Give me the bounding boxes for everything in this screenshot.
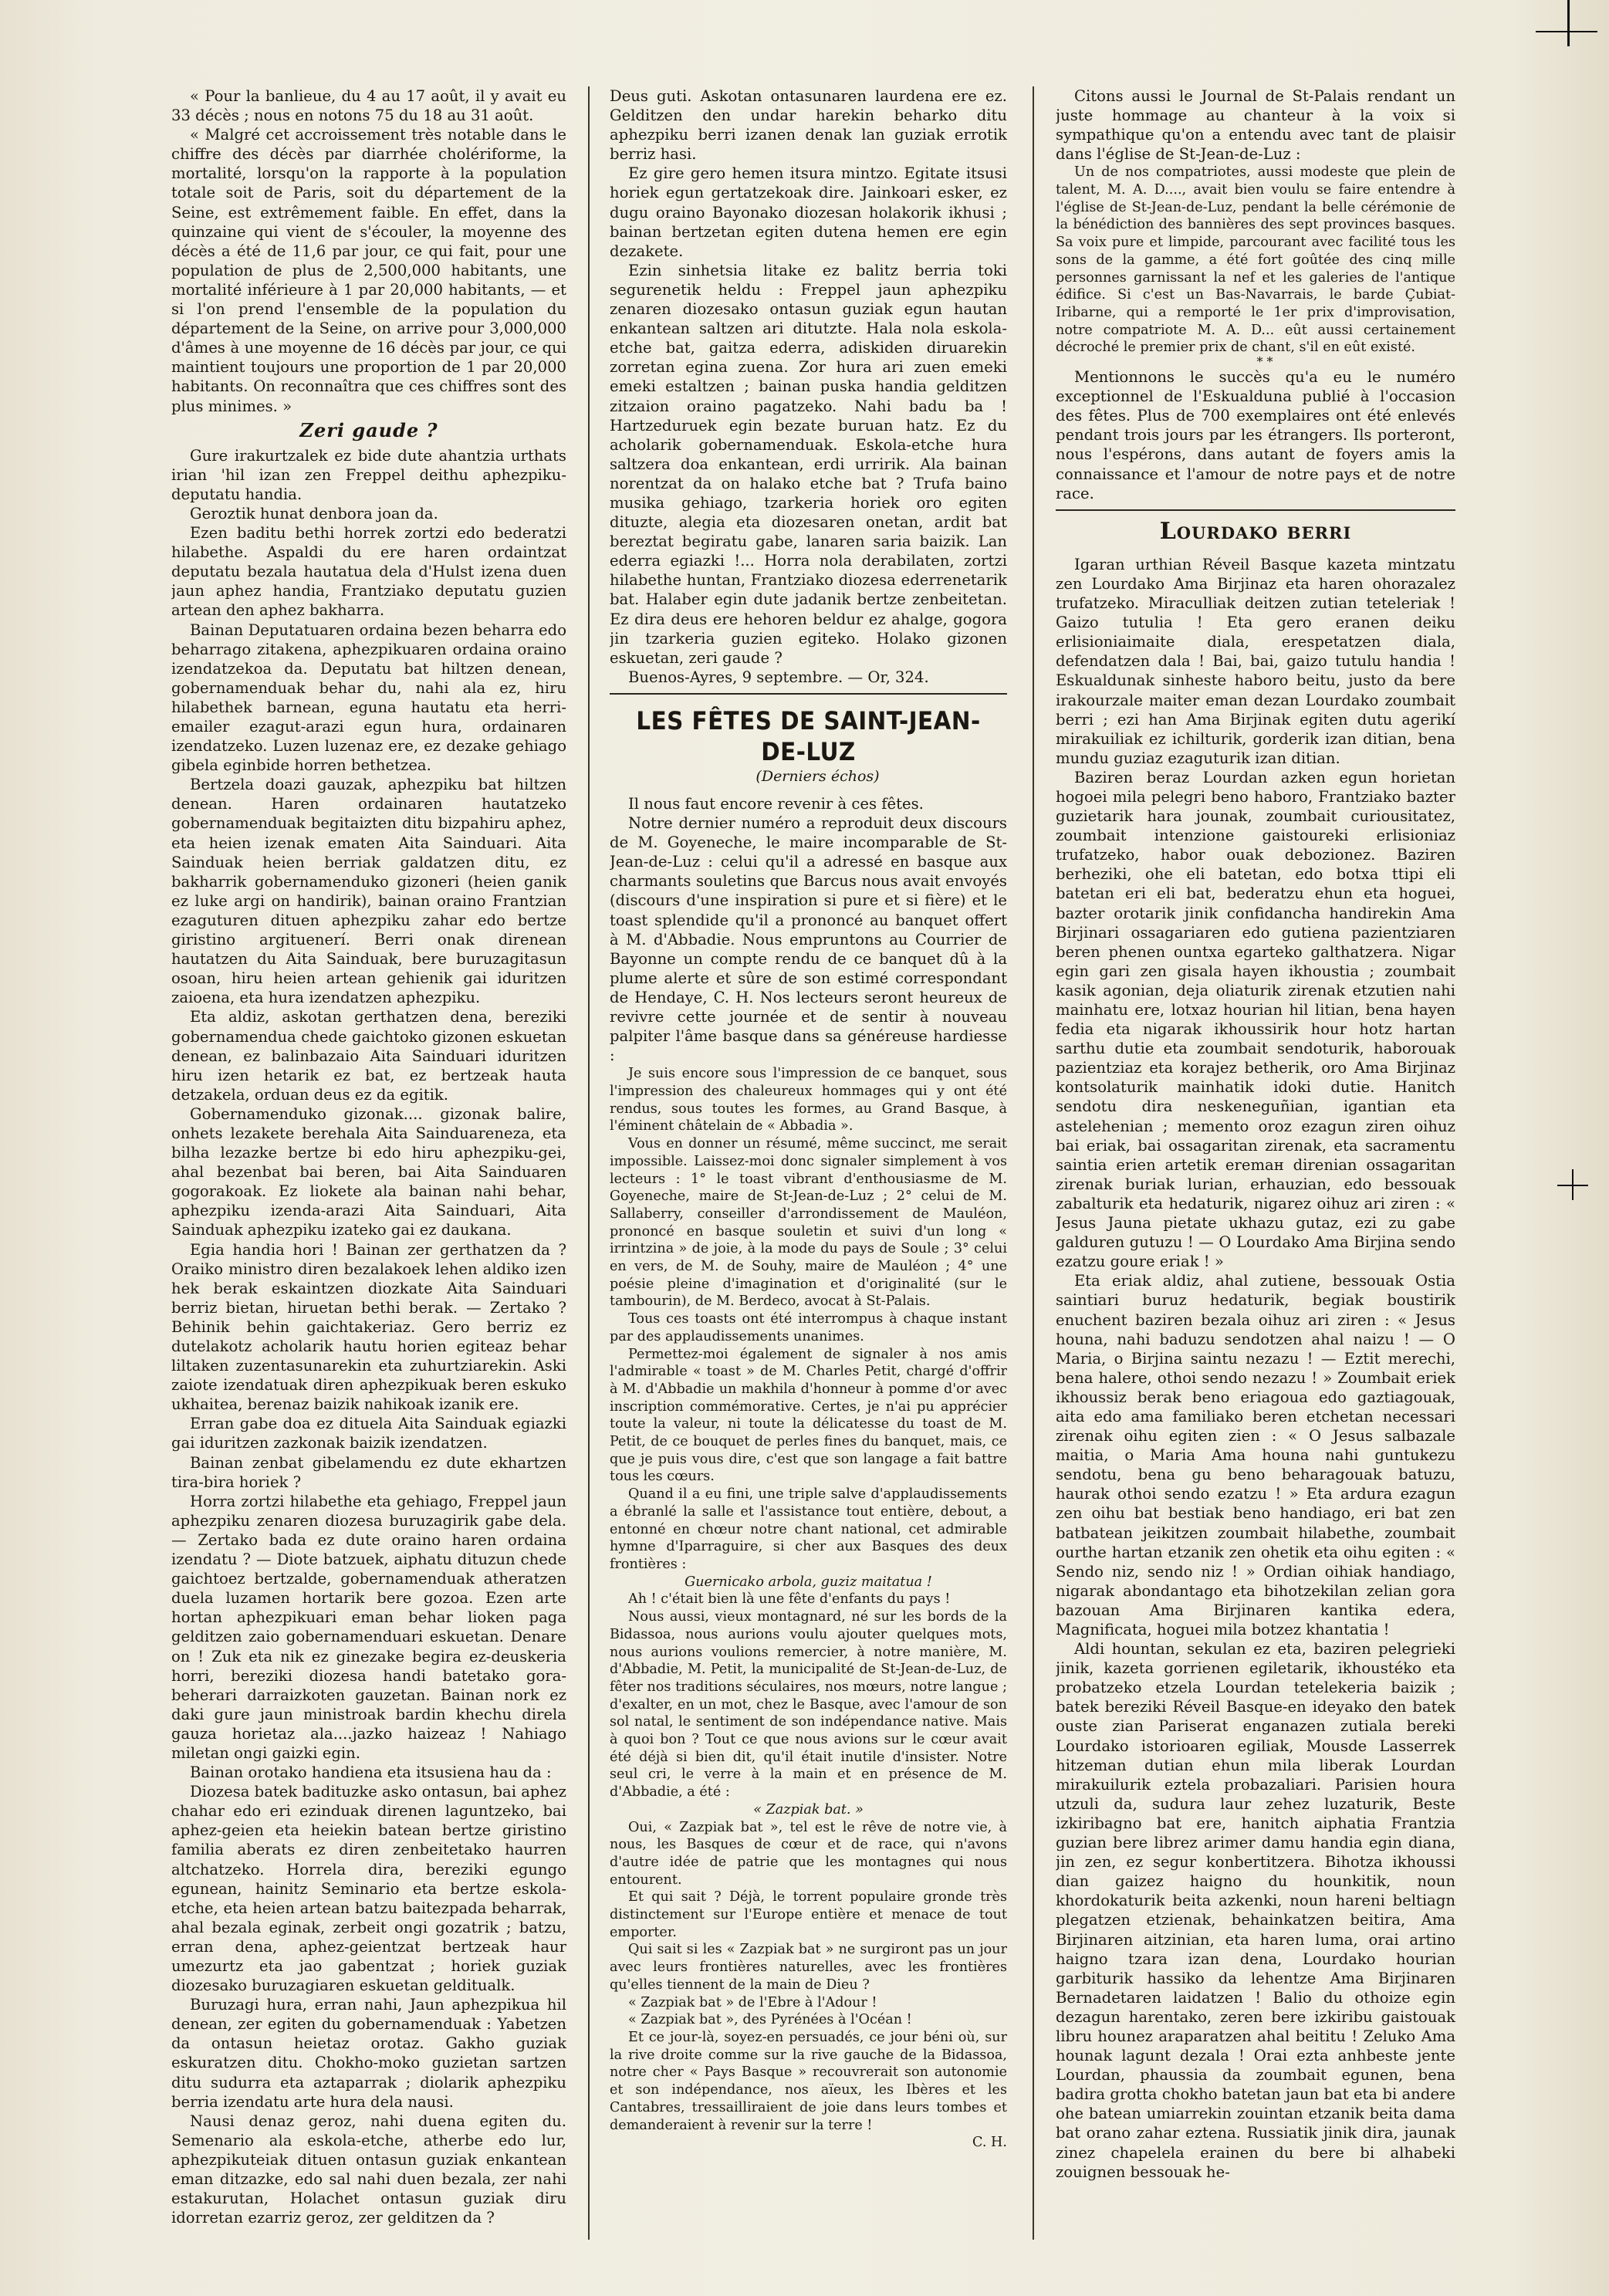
paragraph: Nous aussi, vieux montagnard, né sur les bords de la Bidassoa, nous aurions voulu ajouter quelques mots, nous aurions voulions remercier, à notre manière, M. d'Abbadie, M. Petit, la municipalité de St-Jean-de-Luz, de fêter nos traditions séculaires, nos mœurs, notre langue ; d'exalter, en un mot, chez le Basque, avec l'amour de son sol natal, le sentiment de son indépendance native. Mais à quoi bon ? Tout ce que nous avions sur le cœur avait été déjà si bien dit, qu'il était inutile d'insister. Notre seul cri, le verre à la main et en présence de M. d'Abbadie, a été : xyxy=(610,1609,1007,1801)
paragraph: Bainan orotako handiena eta itsusiena hau da : xyxy=(190,1763,552,1782)
paragraph: Ah ! c'était bien là une fête d'enfants du pays ! xyxy=(628,1591,951,1608)
paragraph: Horra zortzi hilabethe eta gehiago, Freppel jaun aphezpiku zenaren diozesa buruzagirik gabe dela. — Zertako bada ez dute oraino haren ordaina izendatu ? — Diote batzuek, aiphatu dituzun chede gaichtoez bertzalde, gobernamenduak atheratzen duela luzamen hortarik bere gozoa. Ezen arte hortan aphezpikuari eman behar lioken paga gelditzen zaio gobernamenduari eskuetan. Denare on ! Zuk eta nik ez ginezake begira ez-deuskeria horri, bereziki diozesa handi batetako gora-beherari darraizkoten gauzetan. Bainan nork ez daki gure jaun ministroak bardin khechu direla gauza horietaz ala....jazko haizeaz ! Nahiago miletan ongi gaizki egin. xyxy=(171,1492,566,1762)
paragraph: Erran gabe doa ez dituela Aita Sainduak egiazki gai iduritzen zazkonak baizik izendatzen. xyxy=(171,1415,566,1452)
paragraph: « Zazpiak bat », des Pyrénées à l'Océan ! xyxy=(628,2012,912,2028)
paragraph: Bainan zenbat gibelamendu ez dute ekhartzen tira-bira horiek ? xyxy=(171,1453,566,1491)
paragraph: Il nous faut encore revenir à ces fêtes. xyxy=(628,795,924,813)
quoted-note xyxy=(1056,164,1455,357)
divider xyxy=(610,693,1007,695)
paragraph: Bainan Deputatuaren ordaina bezen beharra edo beharrago zitakena, aphezpikuaren ordaina oraino izendatzekoa da. Deputatu bat hiltzen denean, gobernamenduak behar du, nahi ala ez, hiru hilabethek barnean, eguna hautatu eta herri-emailer ezagut-arazi egun hura, ordainaren izendatzeko. Luzen luzenaz ere, ez dezake gehiago gibela eginbide horren bethetzea. xyxy=(171,620,566,775)
paragraph: Qui sait si les « Zazpiak bat » ne surgiront pas un jour avec leurs frontières naturelles, avec les frontières qu'elles tiennent de la main de Dieu ? xyxy=(610,1942,1007,1993)
paragraph: Un de nos compatriotes, aussi modeste que plein de talent, M. A. D...., avait bien voulu se faire entendre à l'église de St-Jean-de-Luz, pendant la belle cérémonie de la bénédiction des bannières des sept provinces basques. Sa voix pure et limpide, parcourant avec facilité tous les sons de la gamme, a été fort goûtée des cinq mille personnes garnissant la nef et les galeries de l'antique édifice. Si c'est un Bas-Navarrais, le barde Çubiat-Iribarne, qui a remporté le 1er prix d'improvisation, notre compatriote M. A. D... eût aussi certainement décroché le premier prix de chant, s'il en eût existé. xyxy=(1056,164,1455,356)
paragraph: Geroztik hunat denbora joan da. xyxy=(190,504,438,522)
paragraph: Ez gire gero hemen itsura mintzo. Egitate itsusi horiek egun gertatzekoak dire. Jainkoari esker, ez dugu oraino Bayonako diozesan holakorik ikhusi ; bainan bertzetan egiten dutena hemen ere egin dezakete. xyxy=(610,164,1007,260)
column-2 xyxy=(610,86,1007,2278)
paragraph: Et qui sait ? Déjà, le torrent populaire gronde très distinctement sur l'Europe entière et menace de tout emporter. xyxy=(610,1889,1007,1940)
paragraph: Vous en donner un résumé, même succinct, me serait impossible. Laissez-moi donc signaler simplement à vos lecteurs : 1° le toast vibrant d'enthousiasme de M. Goyeneche, maire de St-Jean-de-Luz ; 2° celui de M. Sallaberry, conseiller d'arrondissement de Mauléon, prononcé en basque souletin et suivi d'un long « irrintzina » de joie, à la mode du pays de Soule ; 3° celui en vers, de M. de Souhy, maire de Mauléon ; 4° une poésie pleine d'imagination et d'originalité (sur le tambourin), de M. Berdeco, avocat à St-Palais. xyxy=(610,1136,1007,1310)
paragraph: Notre dernier numéro a reproduit deux discours de M. Goyeneche, le maire incomparable de St-Jean-de-Luz : celui qu'il a adressé en basque aux charmants souletins que Barcus nous avait envoyés (discours d'une inspiration si pure et si fière) et le toast splendide qu'il a prononcé au banquet offert à M. d'Abbadie. Nous empruntons au Courrier de Bayonne un compte rendu de ce banquet dû à la plume alerte et sûre de son estimé correspondant de Hendaye, C. H. Nos lecteurs seront heureux de revivre cette journée et de sentir à nouveau palpiter l'âme basque dans sa généreuse hardiesse : xyxy=(610,814,1007,1065)
divider xyxy=(1056,509,1455,511)
dateline: Buenos-Ayres, 9 septembre. — Or, 324. xyxy=(628,668,929,686)
song-line: Guernicako arbola, guziz maitatua ! xyxy=(685,1574,932,1590)
paragraph: Aldi hountan, sekulan ez eta, baziren pelegrieki jinik, kazeta gorrienen egiletarik, ikhoustéko eta probatzeko etzela Lourdan tetelekeria baizik ; batek bereziki Réveil Basque-en ideyako den batek ouste zian Pariserat enganazen zutiala bereki Lourdako istorioaren egiliak, Mousde Lasserrek hitzeman dutian ehun mila liberak Lourdan mirakuilurik eztela probazaliari. Parisien houra utzuli da, sudura laur zehez luzaturik, Beste izkiribagno bat ere, hanitch aiphatia Frantzia guzian bere librez arimer damu handia egin diana, jin zen, ez segur konbertitzera. Bihotza ikhoussi dian gaizez haigno du hounkitik, noun khordokaturik beita azkenki, noun hareni beltiagn plegatzen etzienak, behainkatzen beitira, Ama Birjinaren aitzinian, eta haren luma, orai artino haigno tzara izan dena, Lourdako hourian garbiturik hassiko da lehentze Ama Birjinaren Bernadetaren laidatzen ! Balio du othoize egin dezagun harentako, zeren bere izkiribu gaistouak libru hounez araparatzen ahal beititu ! Zeluko Ama hounak lagunt dezala ! Orai ezta anhbeste jente Lourdan, phaussia da zoumbait egunen, bena badira grotta chokho batetan jaun bat eta bi andere ohe batean umiarrekin zouintan etzanik beita dama bat orano zahar eztena. Russiatik jinik dira, jaunak zinez chapelela erainen du bere bi alhabeki zouignen bessouak he- xyxy=(1056,1640,1455,2181)
column-1 xyxy=(171,86,566,2278)
paragraph: Deus guti. Askotan ontasunaren laurdena ere ez. Gelditzen den undar harekin beharko ditu aphezpiku berri izanen denak lan guziak errotik berriz hasi. xyxy=(610,87,1007,164)
paragraph: Igaran urthian Réveil Basque kazeta mintzatu zen Lourdako Ama Birjinaz eta haren ohorazalez trufatzeko. Miraculliak deitzen zutian teteleriak ! Gaizo tutulia ! Eta gero eranen deiku erlisioniaimaite diala, erespetatzen diala, defendatzen dala ! Bai, bai, gaizo tutulu handia ! Eskualdunak sinheste haboro beitu, justo da bere irakourzale maiter eman dezan Lourdako zoumbait berri ; ezi han Ama Birjinak egiten dutu agerikí mirakuiliak ez ichilturik, gorderik izan ditian, bena mundu guziaz ezaguturik izan ditian. xyxy=(1056,555,1455,767)
paragraph: Nausi denaz geroz, nahi duena egiten du. Semenario ala eskola-etche, atherbe edo lur, aphezpikuteiak dituen ontasun guziak enkantean eman ditzazke, edo sal nahi duen bezala, zer nahi estakurutan, Holachet ontasun guziak diru idorretan ezarriz geroz, zer gelditzen da ? xyxy=(171,2112,566,2227)
paragraph: Ezen baditu bethi horrek zortzi edo bederatzi hilabethe. Aspaldi du ere haren ordaintzat deputatu bezala hautatua dela d'Hulst izena duen jaun aphez handia, Frantziako deputatu guzien artean den aphez bakharra. xyxy=(171,524,566,620)
paragraph: Bertzela doazi gauzak, aphezpiku bat hiltzen denean. Haren ordainaren hautatzeko gobernamenduak begitaizten ditu bizpahiru aphez, eta heien izenak ematen Aita Sainduari. Aita Sainduak heien berriak galdatzen ditu, ez bakharrik gobernamenduko gizoneri (heien ganik ez luke argi on handirik), bainan oraino Frantzian ezaguturen dituen aphezpiku zahar edo bertze giristino argituenerí. Berri onak direnean hautatzen du Aita Sainduak, bere buruzagitasun osoan, hiru heien artean gehienik gai iduritzen zaioena, eta hura izendatzen aphezpiku. xyxy=(171,776,566,1007)
motto-line: « Zazpiak bat. » xyxy=(753,1801,864,1818)
signature: C. H. xyxy=(972,2135,1007,2151)
paragraph: « Pour la banlieue, du 4 au 17 août, il y avait eu 33 décès ; nous en notons 75 du 18 au 31 août. xyxy=(171,87,566,125)
paragraph: Diozesa batek badituzke asko ontasun, bai aphez chahar edo eri ezinduak direnen laguntzeko, bai aphez-geien eta heiekin batean bertze giristino familia aberats ez diren zenbeitetako haurren altchatzeko. Horrela dira, bereziki egungo egunean, hainitz Seminario eta bertze eskola-etche, eta heien artean batzu baitezpada beharrak, ahal bezala eginak, zerbeit ongi gozatrik ; batzu, erran dena, aphez-geientzat bertzeak haur umezurtz eta jao gabentzat ; horiek guziak diozesako buruzagiaren eskuetan gelditualk. xyxy=(171,1783,566,1995)
paragraph: Eta aldiz, askotan gerthatzen dena, bereziki gobernamendua chede gaichtoko gizonen eskuetan denean, ez balinbazaio Aita Sainduari iduritzen hiru izen hetarik ez bat, ez bertzeak hauta detzakela, orduan deus ez da egitik. xyxy=(171,1008,566,1104)
column-rule-left xyxy=(588,86,590,2240)
paragraph: Et ce jour-là, soyez-en persuadés, ce jour béni où, sur la rive droite comme sur la rive gauche de la Bidassoa, notre cher « Pays Basque » recouvrerait son autonomie et son indépendance, nos aïeux, les Ibères et les Cantabres, tressailliraient de joie dans leurs tombes et demanderaient à revenir sur la terre ! xyxy=(610,2029,1007,2133)
column-3 xyxy=(1056,86,1455,2278)
article-subtitle: (Derniers échos) xyxy=(755,767,880,785)
paragraph: Gure irakurtzalek ez bide dute ahantzia urthats irian 'hil izan zen Freppel deithu aphezpiku-deputatu handia. xyxy=(171,446,566,503)
paragraph: Tous ces toasts ont été interrompus à chaque instant par des applaudissements unanimes. xyxy=(610,1311,1007,1344)
paragraph: « Malgré cet accroissement très notable dans le chiffre des décès par diarrhée cholériforme, la mortalité, lorsqu'on la rapporte à la population totale soit de Paris, soit du département de la Seine, est extrêmement faible. En effet, dans la quinzaine qui vient de s'écouler, la moyenne des décès a été de 11,6 par jour, ce qui fait, pour une population de plus de 2,500,000 habitants, une mortalité inférieure à 1 par 20,000 habitants, — et si l'on prend l'ensemble de la population du département de la Seine, on arrive pour 3,000,000 d'âmes à une moyenne de 16 décès par jour, ce qui maintient toujours une proportion de 1 par 20,000 habitants. On reconnaîtra que ces chiffres sont des plus minimes. » xyxy=(171,126,566,415)
quoted-report xyxy=(610,1065,1007,2152)
paragraph: « Zazpiak bat » de l'Ebre à l'Adour ! xyxy=(628,1994,877,2010)
section-heading-lourdako-berri: Lourdako berri xyxy=(1159,517,1352,545)
paragraph: Eta eriak aldiz, ahal zutiene, bessouak Ostia saintiari buruz hedaturik, begiak boustirik enuchent baziren bezala oihuz ari ziren : « Jesus houna, nahi baduzu sendotzen ahal naizu ! — O Maria, o Birjina saintu nezazu ! — Eztit merechi, bena halere, othoi sendo nezazu ! » Zoumbait eriek ikhoussiz berak beno eriagoua edo gaztiagouak, aita edo ama familiako beren etchetan necessari zirenak oihu egiten zien : « O Jesus salbazale maitia, o Maria Ama houna nahi guntukezu sendotu, bena gu beno beharagouak batuzu, haurak othoi sendo ezatzu ! » Eta ardura ezagun zen oihu bat bestiak beno handiago, eri bat zen batbatean jeikitzen zoumbait hilabethe, zoumbait ourthe hartan etzanik zen ohetik eta oihu egiten : « Sendo niz, sendo niz ! » Ordian oihiak handiago, nigarak abondantago eta bihotzekilan zelian gora bazouan Ama Birjinaren kantika edera, Magnificata, hoguei mila botzez khantatia ! xyxy=(1056,1272,1455,1639)
article-title-fetes: LES FÊTES DE SAINT-JEAN-DE-LUZ xyxy=(636,705,981,766)
paragraph: Permettez-moi également de signaler à nos amis l'admirable « toast » de M. Charles Petit, chargé d'offrir à M. d'Abbadie un makhila d'honneur à pomme d'or avec inscription commémorative. Certes, je n'ai pu apprécier toute la valeur, ni toute la délicatesse du toast de M. Petit, de ce bouquet de perles fines du banquet, mais, ce que je puis vous dire, c'est que son langage a fait battre tous les cœurs. xyxy=(610,1346,1007,1485)
paragraph: Mentionnons le succès qu'a eu le numéro exceptionnel de l'Eskualduna publié à l'occasion des fêtes. Plus de 700 exemplaires ont été enlevés pendant trois jours par les étrangers. Ils porteront, nous l'espérons, dans autant de foyers amis la connaissance et l'amour de notre pays et de notre race. xyxy=(1056,368,1455,502)
section-heading-zeri-gaude: Zeri gaude ? xyxy=(299,418,438,441)
column-rule-right xyxy=(1033,86,1034,2240)
paragraph: Je suis encore sous l'impression de ce banquet, sous l'impression des chaleureux hommages qui y ont été rendus, sous toutes les formes, au Grand Basque, à l'éminent châtelain de « Abbadia ». xyxy=(610,1066,1007,1134)
crop-mark-right-vertical xyxy=(1572,1169,1574,1200)
crop-mark-top-right-vertical xyxy=(1567,0,1570,46)
paragraph: Citons aussi le Journal de St-Palais rendant un juste hommage au chanteur à la voix si sympathique qu'on a entendu avec tant de plaisir dans l'église de St-Jean-de-Luz : xyxy=(1056,87,1455,164)
paragraph: Baziren beraz Lourdan azken egun horietan hogoei mila pelegri beno haboro, Frantziako bazter guzietarik hara jounak, zoumbait curiousitatez, zoumbait intenzione gaistoureki erlisioniaz trufatzeko, habor ouak debozionez. Baziren berheziki, ohe eli batetan, edo botxa ttipi eli batetan eri eli bat, bederatzu ehun eta hoguei, bazter orotarik jinik confidancha handirekin Ama Birjinari ossagariaren edo gutiena pazientziaren beren phenen ountxa egarteko galthatzera. Nigar egin gari zen gisala hayen ikhoustia ; zoumbait kasik agonian, deja oliaturik zirenak etzutien nahi mainhatu ere, lotxaz hourian hil litian, bena hayen fedia eta nigarak ikhoussirik hour hotz hartan sarthu dutie eta zoumbait sendoturik, haborouak pazientziaz eta korajez betherik, oro Ama Birjinaz kontsolaturik mainhatik idoki dutie. Hanitch sendotu dira neskeneguñian, igantian eta astelehenian ; memento oroz ezagun ziren oihuz bai eriak, bai ossagaritan zirenak, eta sacramentu saintia erien artetik eremaн direnian ossagaritan zirenak buriak lurian, erhauzian, edo bessouak zabalturik eta hedaturik, nigarez oihuz ari ziren : « Jesus Jauna pietate ukhazu gutaz, ezi zu gabe galduren gutuzu ! — O Lourdako Ama Birjina sendo ezatzu goure eriak ! » xyxy=(1056,768,1455,1271)
section-separator: * * xyxy=(1256,354,1273,370)
crop-mark-top-right-horizontal xyxy=(1536,31,1597,32)
paragraph: Gobernamenduko gizonak.... gizonak balire, onhets lezakete berehala Aita Sainduarenеza, eta bilha lezazke bertze bi edo hiru aphezpiku-gei, ahal bezenbat bai beren, bai Aita Sainduaren gogorakoak. Ez liokete ala bainan nahi behar, aphezpiku izenda-arazi Aita Sainduari, Aita Sainduak aphezpiku izateko gai ez daukana. xyxy=(171,1104,566,1239)
paragraph: Oui, « Zazpiak bat », tel est le rêve de notre vie, à nous, les Basques de cœur et de race, qui n'avons d'autre idée de patrie que les montagnes qui nous entourent. xyxy=(610,1819,1007,1888)
paragraph: Buruzagi hura, erran nahi, Jaun aphezpikua hil denean, zer egiten du gobernamenduak : Yabetzen da ontasun heietaz orotaz. Gakho guziak eskuratzen ditu. Chokho-moko guzietan sartzen ditu sudurra eta aztaparrak ; diolarik aphezpiku berria izendatu arte hura dela nausi. xyxy=(171,1996,566,2111)
paragraph: Ezin sinhetsia litake ez balitz berria toki segurenetik heldu : Freppel jaun aphezpiku zenaren diozesako ontasun guziak egun hautan enkantean saltzen ari ditutzte. Hala nola eskola-etche bat, gaitza ederra, adiskiden diruarekin zorretan egina zuena. Zor hura ari zuen emeki emeki estaltzen ; bainan puska handia gelditzen zitzaion oraino pagatzeko. Nahi badu ba ! Hartzeduruek egin bezate buruan hatz. Ez du acholarik gobernamenduak. Eskola-etche hura saltzera doa enkantean, erdi urririk. Ala bainan norentzat da on halako etche bat ? Trufa baino musika gehiago, tzarkeria horiek oro egiten dituzte, alegia eta diozesaren onetan, ardit bat bereztat begiratu gabe, lanaren saria baizik. Lan ederra egiazki !... Horra nola derabilaten, zortzi hilabethe huntan, Frantziako diozesa ederrenetarik bat. Halaber egin dute jadanik bertze zenbeitetan. Ez dira deus ere hehoren beldur ez ahalge, gogora jin tzarkeria guzien egiteko. Holako gizonen eskuetan, zeri gaude ? xyxy=(610,261,1007,667)
paragraph: Quand il a eu fini, une triple salve d'applaudissements a ébranlé la salle et l'assistance tout entière, debout, a entonné en chœur notre chant national, cet admirable hymne d'Iparraguire, si cher aux Basques des deux frontières : xyxy=(610,1486,1007,1572)
paragraph: Egia handia hori ! Bainan zer gerthatzen da ? Oraiko ministro diren bezalakoek lehen aldiko izen hek berak eskaintzen diozkate Aita Sainduari berriz bietan, hiruetan bethi berak. — Zertako ? Behinik behin gaichtakeriaz. Gero berriz ez dutelakotz acholarik hautu horien egiteaz behar liltaken zuzentasunarekin eta zuhurtziarekin. Aski zaiote izendatuak diren aphezpikuak beren eskuko ukhaitea, berenaz baizik nahikoak izanik ere. xyxy=(171,1240,566,1414)
